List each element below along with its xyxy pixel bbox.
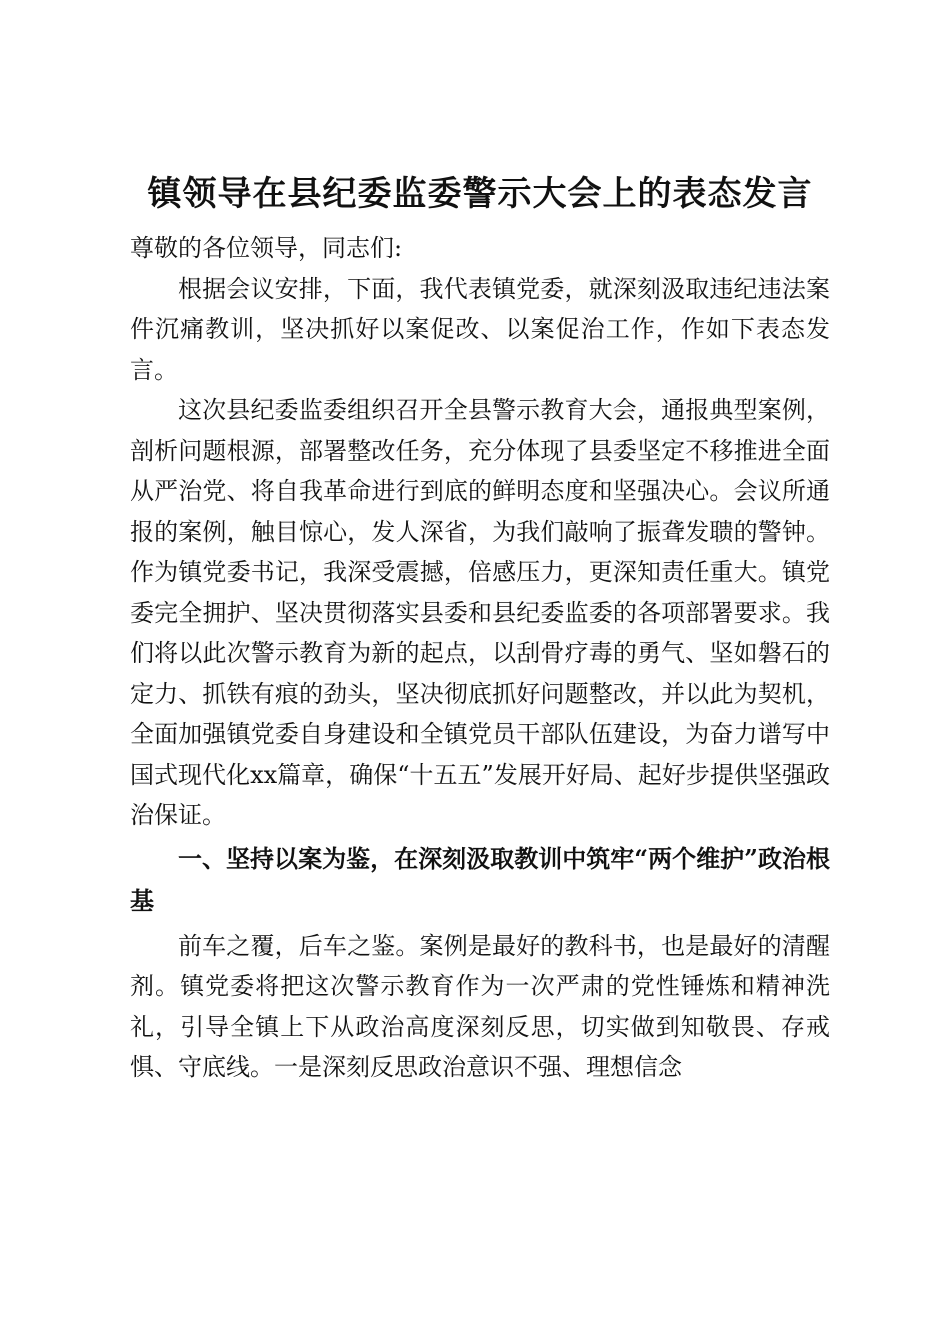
section-1-paragraph: 前车之覆，后车之鉴。案例是最好的教科书，也是最好的清醒剂。镇党委将把这次警示教育作为一次严肃的党性锤炼和精神洗礼，引导全镇上下从政治高度深刻反思，切实做到知敬畏、存戒惧、守底线。一是深刻反思政治意识不强、理想信念 (130, 931, 830, 1081)
paragraph-intro: 根据会议安排，下面，我代表镇党委，就深刻汲取违纪违法案件沉痛教训，坚决抓好以案促改、以案促治工作，作如下表态发言。 (130, 274, 830, 384)
paragraph-context: 这次县纪委监委组织召开全县警示教育大会，通报典型案例，剖析问题根源，部署整改任务，充分体现了县委坚定不移推进全面从严治党、将自我革命进行到底的鲜明态度和坚强决心。会议所通报的案例，触目惊心，发人深省，为我们敲响了振聋发聩的警钟。作为镇党委书记，我深受震撼，倍感压力，更深知责任重大。镇党委完全拥护、坚决贯彻落实县委和县纪委监委的各项部署要求。我们将以此次警示教育为新的起点，以刮骨疗毒的勇气、坚如磐石的定力、抓铁有痕的劲头，坚决彻底抓好问题整改，并以此为契机，全面加强镇党委自身建设和全镇党员干部队伍建设，为奋力谱写中国式现代化xx篇章，确保“十五五”发展开好局、起好步提供坚强政治保证。 (130, 396, 830, 829)
section-heading-1: 一、坚持以案为鉴，在深刻汲取教训中筑牢“两个维护”政治根基 (130, 843, 830, 915)
salutation: 尊敬的各位领导，同志们: (130, 234, 403, 262)
document-body (130, 168, 830, 1088)
document-title: 镇领导在县纪委监委警示大会上的表态发言 (147, 174, 813, 214)
